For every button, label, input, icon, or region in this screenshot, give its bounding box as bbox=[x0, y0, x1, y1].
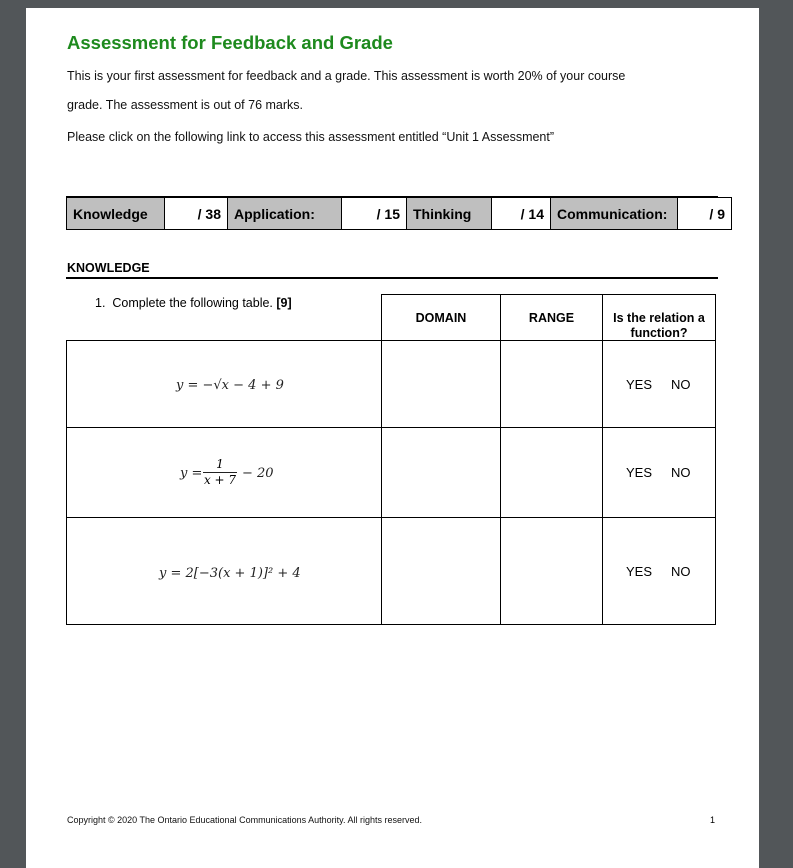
range-answer-row-3[interactable] bbox=[501, 518, 602, 624]
no-option-row-3[interactable]: NO bbox=[671, 564, 691, 579]
communication-label: Communication: bbox=[551, 198, 678, 230]
question-text: Complete the following table. bbox=[112, 296, 273, 310]
communication-score: / 9 bbox=[678, 198, 732, 230]
equation-row-2-numerator: 1 bbox=[216, 457, 224, 471]
function-table bbox=[66, 294, 716, 625]
yes-option-row-1[interactable]: YES bbox=[626, 377, 653, 392]
function-header: Is the relation a function? bbox=[613, 311, 705, 340]
yes-option-row-3[interactable]: YES bbox=[626, 564, 653, 579]
document-page bbox=[26, 8, 759, 868]
equation-row-1: y = −√x − 4 + 9 bbox=[176, 378, 284, 393]
equation-row-2-denominator: x + 7 bbox=[203, 473, 237, 487]
yes-option-row-2[interactable]: YES bbox=[626, 465, 653, 480]
intro-paragraph-line-1: This is your first assessment for feedback and a grade. This assessment is worth 20% of your course bbox=[67, 69, 626, 83]
range-header: RANGE bbox=[528, 311, 575, 325]
assessment-link-instruction: Please click on the following link to access this assessment entitled “Unit 1 Assessment” bbox=[67, 130, 555, 144]
equation-row-2-suffix: − 20 bbox=[242, 466, 274, 481]
no-option-row-1[interactable]: NO bbox=[671, 377, 691, 392]
knowledge-score: / 38 bbox=[165, 198, 228, 230]
no-option-row-2[interactable]: NO bbox=[671, 465, 691, 480]
equation-row-3: y = 2[−3(x + 1)]² + 4 bbox=[159, 566, 301, 581]
copyright-footer: Copyright © 2020 The Ontario Educational Communications Authority. All rights reserved. bbox=[67, 815, 422, 825]
question-points: [9] bbox=[276, 296, 292, 310]
knowledge-label: Knowledge bbox=[67, 198, 165, 230]
section-rule bbox=[66, 277, 718, 279]
question-number: 1. bbox=[95, 296, 106, 310]
section-title: KNOWLEDGE bbox=[67, 261, 150, 275]
range-answer-row-1[interactable] bbox=[501, 341, 602, 427]
domain-answer-row-2[interactable] bbox=[382, 428, 500, 517]
equation-row-2-prefix: y = bbox=[180, 466, 203, 481]
page-title: Assessment for Feedback and Grade bbox=[67, 32, 393, 53]
thinking-label: Thinking bbox=[407, 198, 492, 230]
thinking-score: / 14 bbox=[492, 198, 551, 230]
marks-table bbox=[66, 197, 732, 230]
domain-header: DOMAIN bbox=[415, 311, 467, 325]
page-number: 1 bbox=[710, 815, 716, 825]
domain-answer-row-3[interactable] bbox=[382, 518, 500, 624]
application-label: Application: bbox=[228, 198, 342, 230]
application-score: / 15 bbox=[342, 198, 407, 230]
domain-answer-row-1[interactable] bbox=[382, 341, 500, 427]
intro-paragraph-line-2: grade. The assessment is out of 76 marks. bbox=[67, 98, 303, 112]
range-answer-row-2[interactable] bbox=[501, 428, 602, 517]
